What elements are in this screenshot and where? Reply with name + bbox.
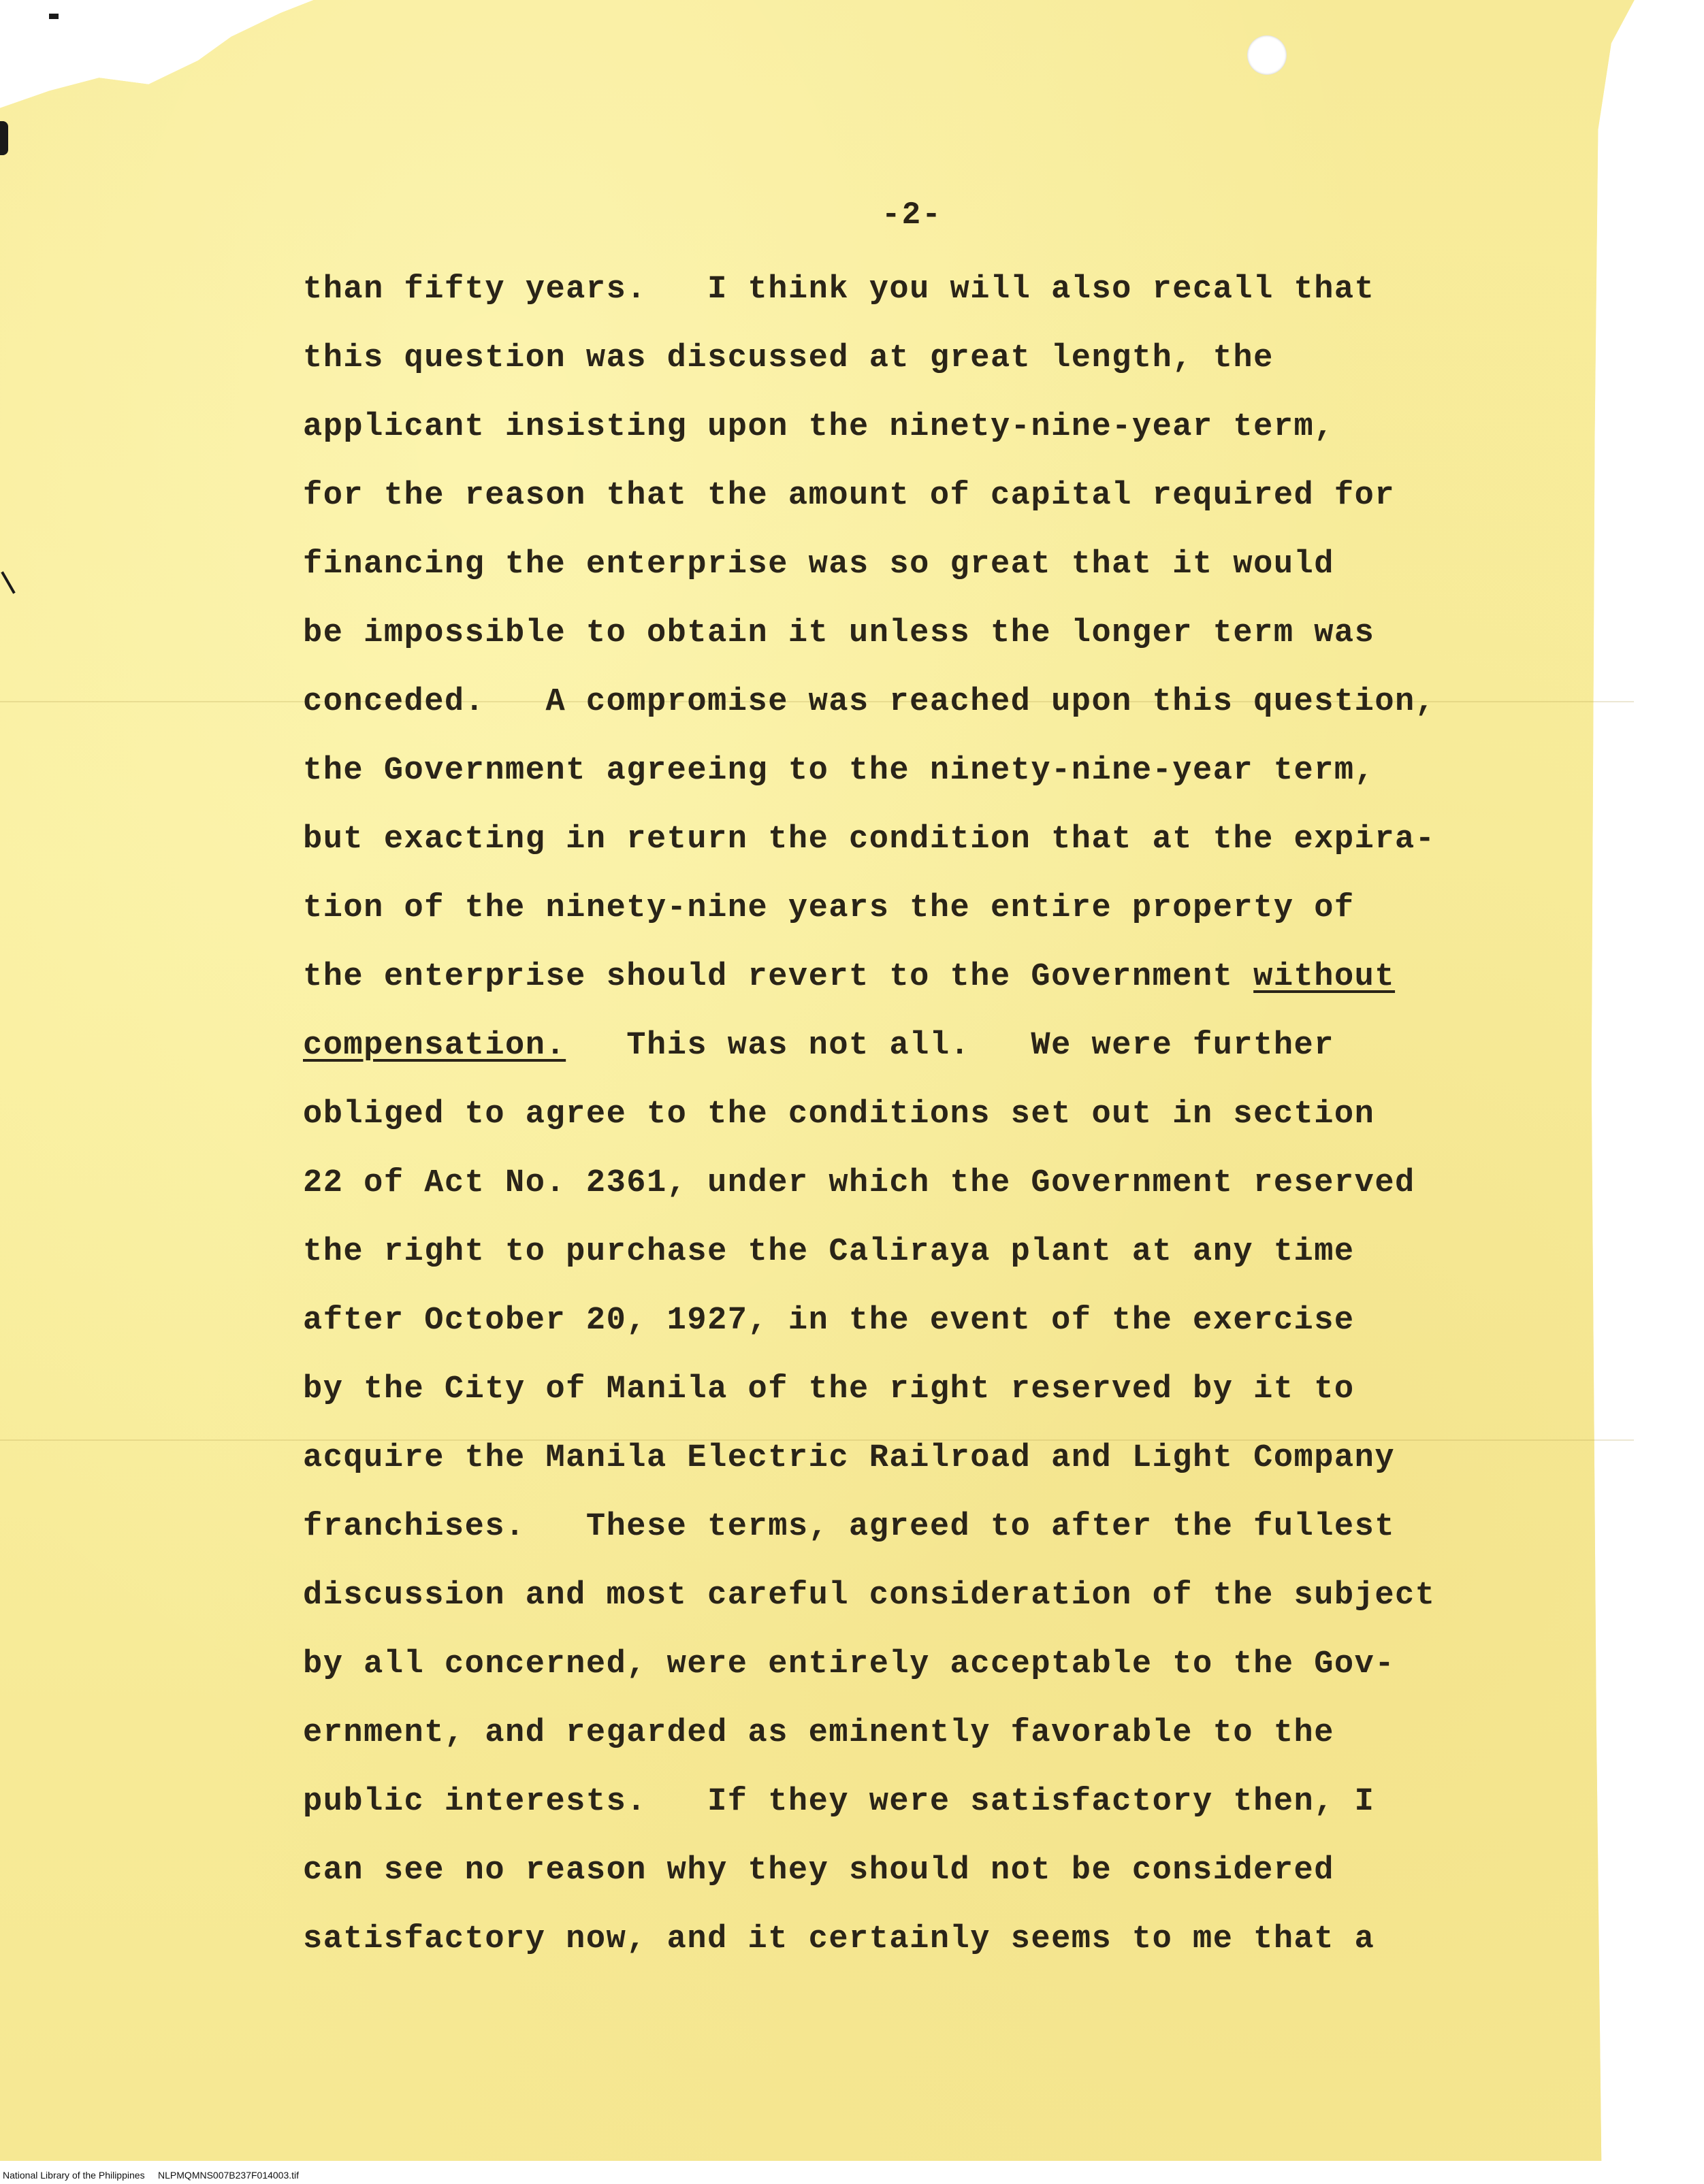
scan-footer-credit: [3, 2170, 299, 2181]
text-line: but exacting in return the condition that at the expira-: [303, 821, 1436, 858]
scan-file-name: NLPMQMNS007B237F014003.tif: [158, 2170, 300, 2181]
text-line: franchises. These terms, agreed to after the fullest: [303, 1509, 1396, 1545]
text-line: acquire the Manila Electric Railroad and Light Company: [303, 1440, 1396, 1476]
text-line: the right to purchase the Caliraya plant at any time: [303, 1234, 1355, 1270]
text-line: 22 of Act No. 2361, under which the Government reserved: [303, 1165, 1415, 1201]
library-credit: National Library of the Philippines: [3, 2170, 145, 2181]
underlined-emphasis: compensation.: [303, 1028, 566, 1064]
ink-mark: [49, 14, 59, 19]
text-line: public interests. If they were satisfactory then, I: [303, 1784, 1375, 1820]
punch-hole: [1247, 35, 1287, 75]
text-line: conceded. A compromise was reached upon this question,: [303, 684, 1436, 720]
text-line: discussion and most careful consideration of the subject: [303, 1578, 1436, 1614]
text-line: financing the enterprise was so great that it would: [303, 547, 1334, 583]
text-line: by the City of Manila of the right reserved by it to: [303, 1371, 1355, 1407]
text-line: be impossible to obtain it unless the longer term was: [303, 615, 1375, 651]
text-line: after October 20, 1927, in the event of the exercise: [303, 1303, 1355, 1339]
text-line-part: This was not all. We were further: [566, 1028, 1334, 1064]
text-line: ernment, and regarded as eminently favorable to the: [303, 1715, 1334, 1751]
text-line: can see no reason why they should not be considered: [303, 1853, 1334, 1889]
text-line-part: the enterprise should revert to the Government: [303, 959, 1234, 995]
text-line: the Government agreeing to the ninety-nine-year term,: [303, 753, 1375, 789]
text-line: than fifty years. I think you will also recall that: [303, 272, 1375, 308]
ink-mark: [0, 121, 8, 155]
letter-body: [303, 255, 1569, 1974]
text-line: satisfactory now, and it certainly seems to me that a: [303, 1921, 1375, 1957]
page-number: -2-: [882, 197, 942, 233]
text-line: for the reason that the amount of capital required for: [303, 478, 1396, 514]
underlined-emphasis: without: [1253, 959, 1396, 995]
text-line: applicant insisting upon the ninety-nine-year term,: [303, 409, 1334, 445]
text-line: [303, 1011, 1569, 1080]
text-line: obliged to agree to the conditions set out in section: [303, 1096, 1375, 1132]
text-line: [303, 943, 1569, 1011]
text-line: by all concerned, were entirely acceptable to the Gov-: [303, 1646, 1396, 1682]
text-line: tion of the ninety-nine years the entire property of: [303, 890, 1355, 926]
text-line: this question was discussed at great length, the: [303, 340, 1274, 376]
